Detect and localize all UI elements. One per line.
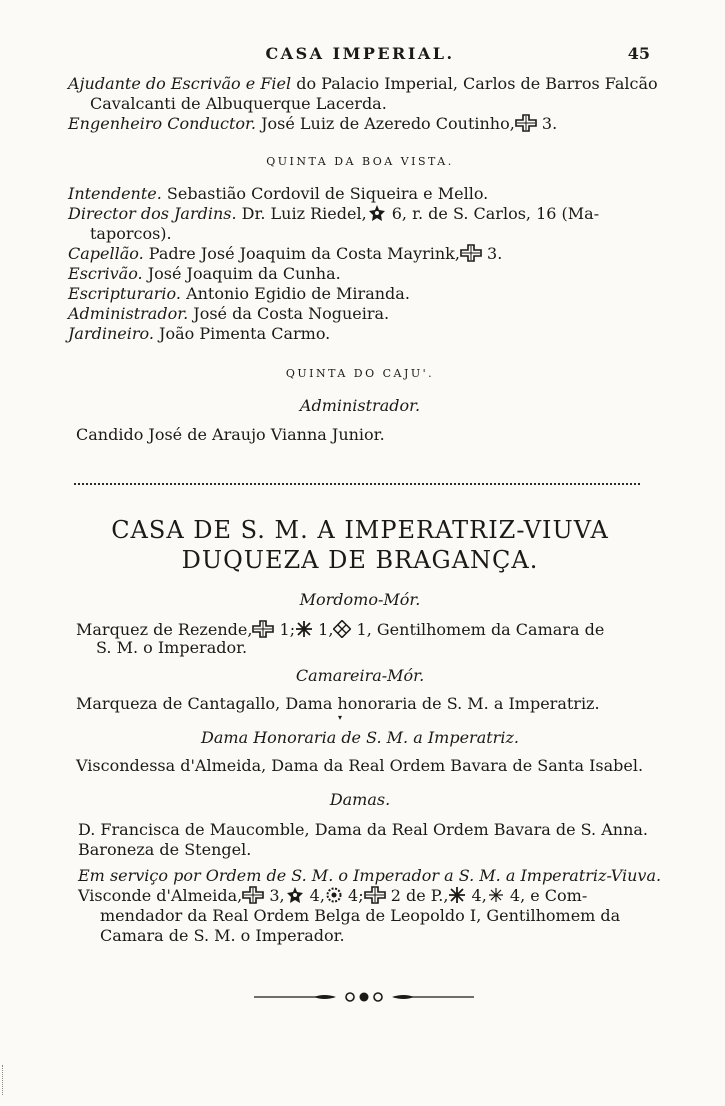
entry-text: José Joaquim da Cunha. — [142, 264, 341, 283]
entry-text: 4, e Com- — [504, 886, 588, 905]
order-star-icon — [448, 886, 466, 904]
role-heading-text: Administrador. — [299, 396, 421, 415]
order-cross-icon — [515, 114, 537, 132]
entry-text: João Pimenta Carmo. — [153, 324, 331, 343]
order-cross-icon — [364, 886, 386, 904]
entry-administrador — [68, 304, 389, 324]
entry-text: Gentilhomem da Camara de — [371, 620, 605, 639]
section-heading-caju: QUINTA DO CAJU'. — [285, 367, 435, 380]
role-heading — [70, 396, 650, 415]
entry-continuation: mendador da Real Ordem Belga de Leopoldo I, Gentilhomem da — [100, 906, 621, 925]
entry-text: Antonio Egidio de Miranda. — [180, 284, 410, 303]
entry-continuation: S. M. o Imperador. — [96, 638, 248, 657]
entry-engenheiro — [68, 114, 557, 134]
entry-continuation: taporcos). — [90, 224, 172, 243]
entry-text: José da Costa Nogueira. — [188, 304, 390, 323]
role-label: Intendente. — [68, 184, 162, 203]
entry-text: Padre José Joaquim da Costa Mayrink, — [143, 244, 460, 263]
tail-ornament-icon — [254, 990, 474, 1004]
order-rose-icon — [285, 886, 305, 904]
role-heading-text: Camareira-Mór. — [295, 666, 425, 685]
order-cross-icon — [252, 620, 274, 638]
running-head: CASA IMPERIAL. — [265, 44, 455, 63]
role-label: Administrador. — [68, 304, 189, 323]
role-label: Director dos Jardins. — [68, 204, 237, 223]
order-badge-icon — [333, 620, 351, 638]
entry-number: 3. — [536, 114, 558, 133]
entry-number: 1, — [351, 620, 372, 639]
role-label: Escrivão. — [68, 264, 143, 283]
role-heading-text: Mordomo-Mór. — [299, 590, 421, 609]
entry-number: 3. — [481, 244, 503, 263]
entry-continuation: Cavalcanti de Albuquerque Lacerda. — [90, 94, 387, 113]
section-heading-boa-vista: QUINTA DA BOA VISTA. — [266, 155, 454, 168]
entry-text-continued: 6, r. de S. Carlos, 16 (Ma- — [386, 204, 600, 223]
entry-text: Dr. Luiz Riedel, — [236, 204, 367, 223]
order-star-icon — [487, 886, 505, 904]
entry-number: 1; — [274, 620, 296, 639]
section-title-line1: CASA DE S. M. A IMPERATRIZ-VIUVA — [111, 516, 609, 544]
entry-number: 4, — [466, 886, 487, 905]
entry-visconde — [78, 886, 587, 906]
entry-jardineiro — [68, 324, 330, 344]
entry-escripturario — [68, 284, 410, 304]
role-heading-servico — [78, 866, 661, 886]
margin-mark — [2, 1065, 5, 1095]
entry-text: José Luiz de Azeredo Coutinho, — [255, 114, 515, 133]
page-number: 45 — [627, 44, 650, 63]
section-title-line2: DUQUEZA DE BRAGANÇA. — [181, 546, 539, 574]
entry-dama-2: Baroneza de Stengel. — [78, 840, 252, 859]
role-label: Engenheiro Conductor. — [68, 114, 256, 133]
entry-text: Sebastião Cordovil de Siqueira e Mello. — [161, 184, 489, 203]
role-label: Escripturario. — [68, 284, 181, 303]
entry-capellao — [68, 244, 502, 264]
page-header — [70, 44, 650, 70]
entry-intendente — [68, 184, 488, 204]
entry-director-jardins — [68, 204, 599, 224]
entry-ajudante — [68, 74, 658, 94]
entry-caju-administrador: Candido José de Araujo Vianna Junior. — [76, 425, 385, 444]
role-heading — [70, 666, 650, 685]
section-divider — [74, 483, 640, 485]
entry-dama-honoraria: Viscondessa d'Almeida, Dama da Real Ordem Bavara de Santa Isabel. — [76, 756, 644, 775]
entry-dama-1: D. Francisca de Maucomble, Dama da Real Ordem Bavara de S. Anna. — [78, 820, 649, 839]
entry-escrivao — [68, 264, 341, 284]
role-heading-text: Damas. — [329, 790, 391, 809]
role-heading — [70, 590, 650, 609]
entry-continuation: Camara de S. M. o Imperador. — [100, 926, 345, 945]
order-medal-icon — [325, 886, 343, 904]
role-label: Capellão. — [68, 244, 144, 263]
entry-mordomo — [76, 620, 604, 640]
entry-number: 4, — [304, 886, 325, 905]
entry-text: Marquez de Rezende, — [76, 620, 253, 639]
order-star-icon — [295, 620, 313, 638]
role-label: Ajudante do Escrivão e Fiel — [68, 74, 292, 93]
role-heading — [70, 728, 650, 747]
entry-number: 2 de P., — [385, 886, 449, 905]
entry-text: Visconde d'Almeida, — [78, 886, 243, 905]
order-rose-icon — [367, 204, 387, 222]
entry-number: 3, — [264, 886, 285, 905]
role-heading-text: Dama Honoraria de S. M. a Imperatriz. — [201, 728, 519, 747]
role-heading-text: Em serviço por Ordem de S. M. o Imperador a S. M. a Imperatriz-Viuva. — [78, 866, 662, 885]
print-mark: ▾ — [338, 713, 343, 722]
order-cross-icon — [242, 886, 264, 904]
entry-number: 1, — [313, 620, 334, 639]
entry-text: do Palacio Imperial, Carlos de Barros Falcão — [291, 74, 658, 93]
entry-number: 4; — [342, 886, 364, 905]
order-cross-icon — [460, 244, 482, 262]
role-heading — [70, 790, 650, 809]
entry-camareira: Marqueza de Cantagallo, Dama honoraria de S. M. a Imperatriz. — [76, 694, 600, 713]
role-label: Jardineiro. — [68, 324, 154, 343]
